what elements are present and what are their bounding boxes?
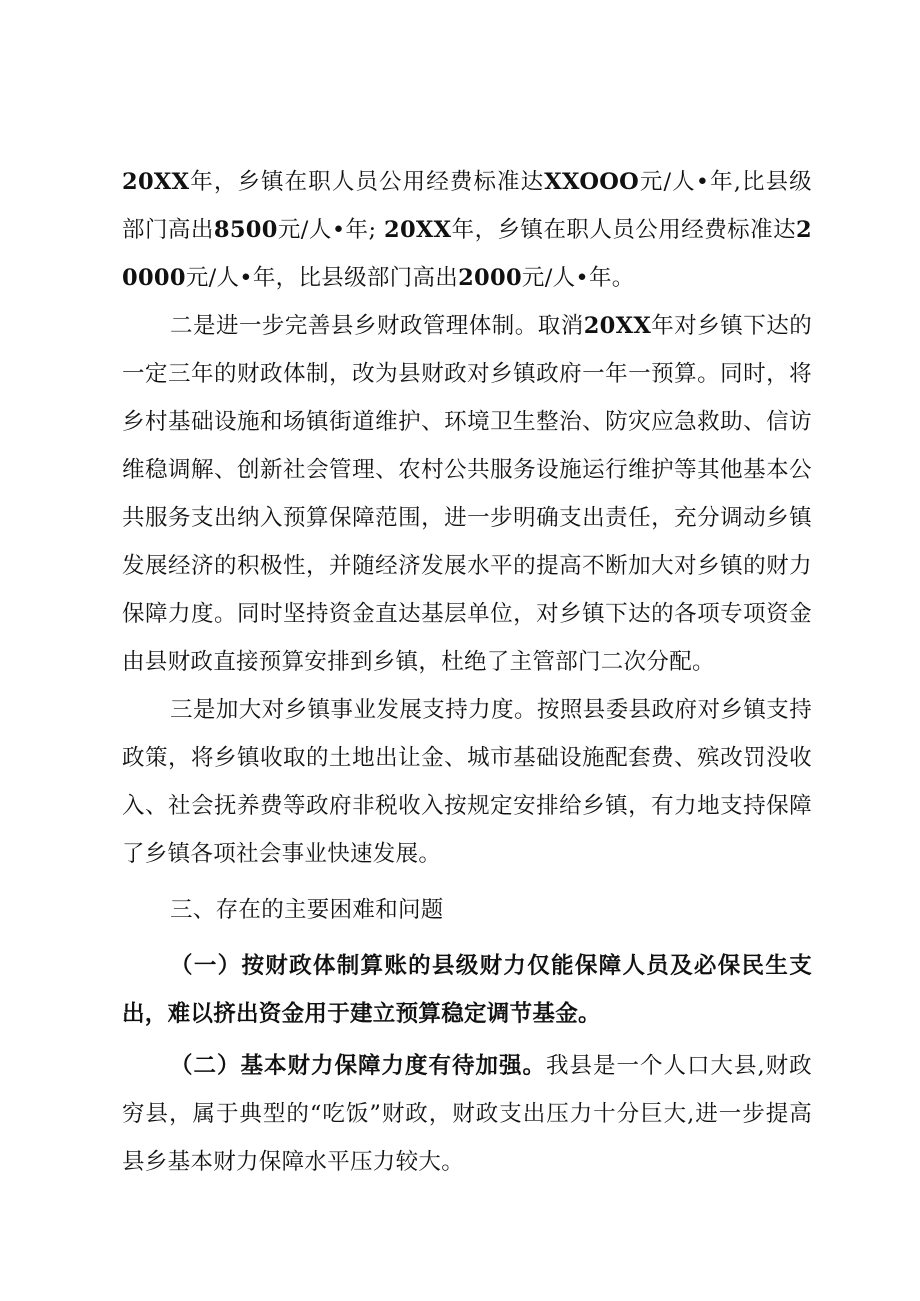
- text-segment: 元/人•年，比县级部门高出: [185, 265, 459, 291]
- text-segment: 元/人•年,比县级部门高出: [122, 169, 812, 243]
- text-segment: 元/人•年;: [277, 217, 377, 243]
- text-segment: 二是进一步完善县乡财政管理体制。取消: [170, 313, 584, 339]
- issue-item-2-text: 我县是一个人口大县,财政穷县，属于典型的“吃饭”财政，财政支出压力十分巨大,进一步提高县乡基本财力保障水平压力较大。: [122, 1053, 812, 1175]
- issue-item-1: （一）按财政体制算账的县级财力仅能保障人员及必保民生支出，难以挤出资金用于建立预算稳定调节基金。: [122, 953, 812, 1027]
- paragraph-finance-system: [122, 302, 812, 686]
- year-value: 20XX: [384, 217, 452, 243]
- issue-item-2-title: （二）基本财力保障力度有待加强。: [170, 1053, 547, 1079]
- text-segment: 年对乡镇下达的一定三年的财政体制，改为县财政对乡镇政府一年一预算。同时，将乡村基础设施和场镇街道维护、环境卫生整治、防灾应急救助、信访维稳调解、创新社会管理、农村公共服务设施运行维护等其他基本公共服务支出纳入预算保障范围，进一步明确支出责任，充分调动乡镇发展经济的积极性，并随经济发展水平的提高不断加大对乡镇的财力保障力度。同时坚持资金直达基层单位，对乡镇下达的各项专项资金由县财政直接预算安排到乡镇，杜绝了主管部门二次分配。: [122, 313, 812, 675]
- text-segment: 年，乡镇在职人员公用经费标准达: [189, 169, 545, 195]
- text-segment: 元/人•年。: [521, 265, 635, 291]
- paragraph-support-development: 三是加大对乡镇事业发展支持力度。按照县委县政府对乡镇支持政策，将乡镇收取的土地出让金、城市基础设施配套费、殡改罚没收入、社会抚养费等政府非税收入按规定安排给乡镇，有力地支持保障了乡镇各项社会事业快速发展。: [122, 697, 812, 867]
- year-value: 20XX: [122, 169, 190, 195]
- issue-item-2: [122, 1042, 812, 1186]
- text-segment: 年，乡镇在职人员公用经费标准达: [451, 217, 797, 243]
- amount-value: 20000: [122, 217, 813, 291]
- paragraph-budget-standards: [122, 158, 812, 302]
- document-body: [122, 158, 812, 1186]
- section-heading: 三、存在的主要困难和问题: [170, 897, 444, 923]
- amount-value: XXOOO: [544, 169, 640, 195]
- amount-value: 8500: [213, 217, 278, 243]
- amount-value: 2000: [458, 265, 522, 291]
- year-value: 20XX: [583, 313, 652, 339]
